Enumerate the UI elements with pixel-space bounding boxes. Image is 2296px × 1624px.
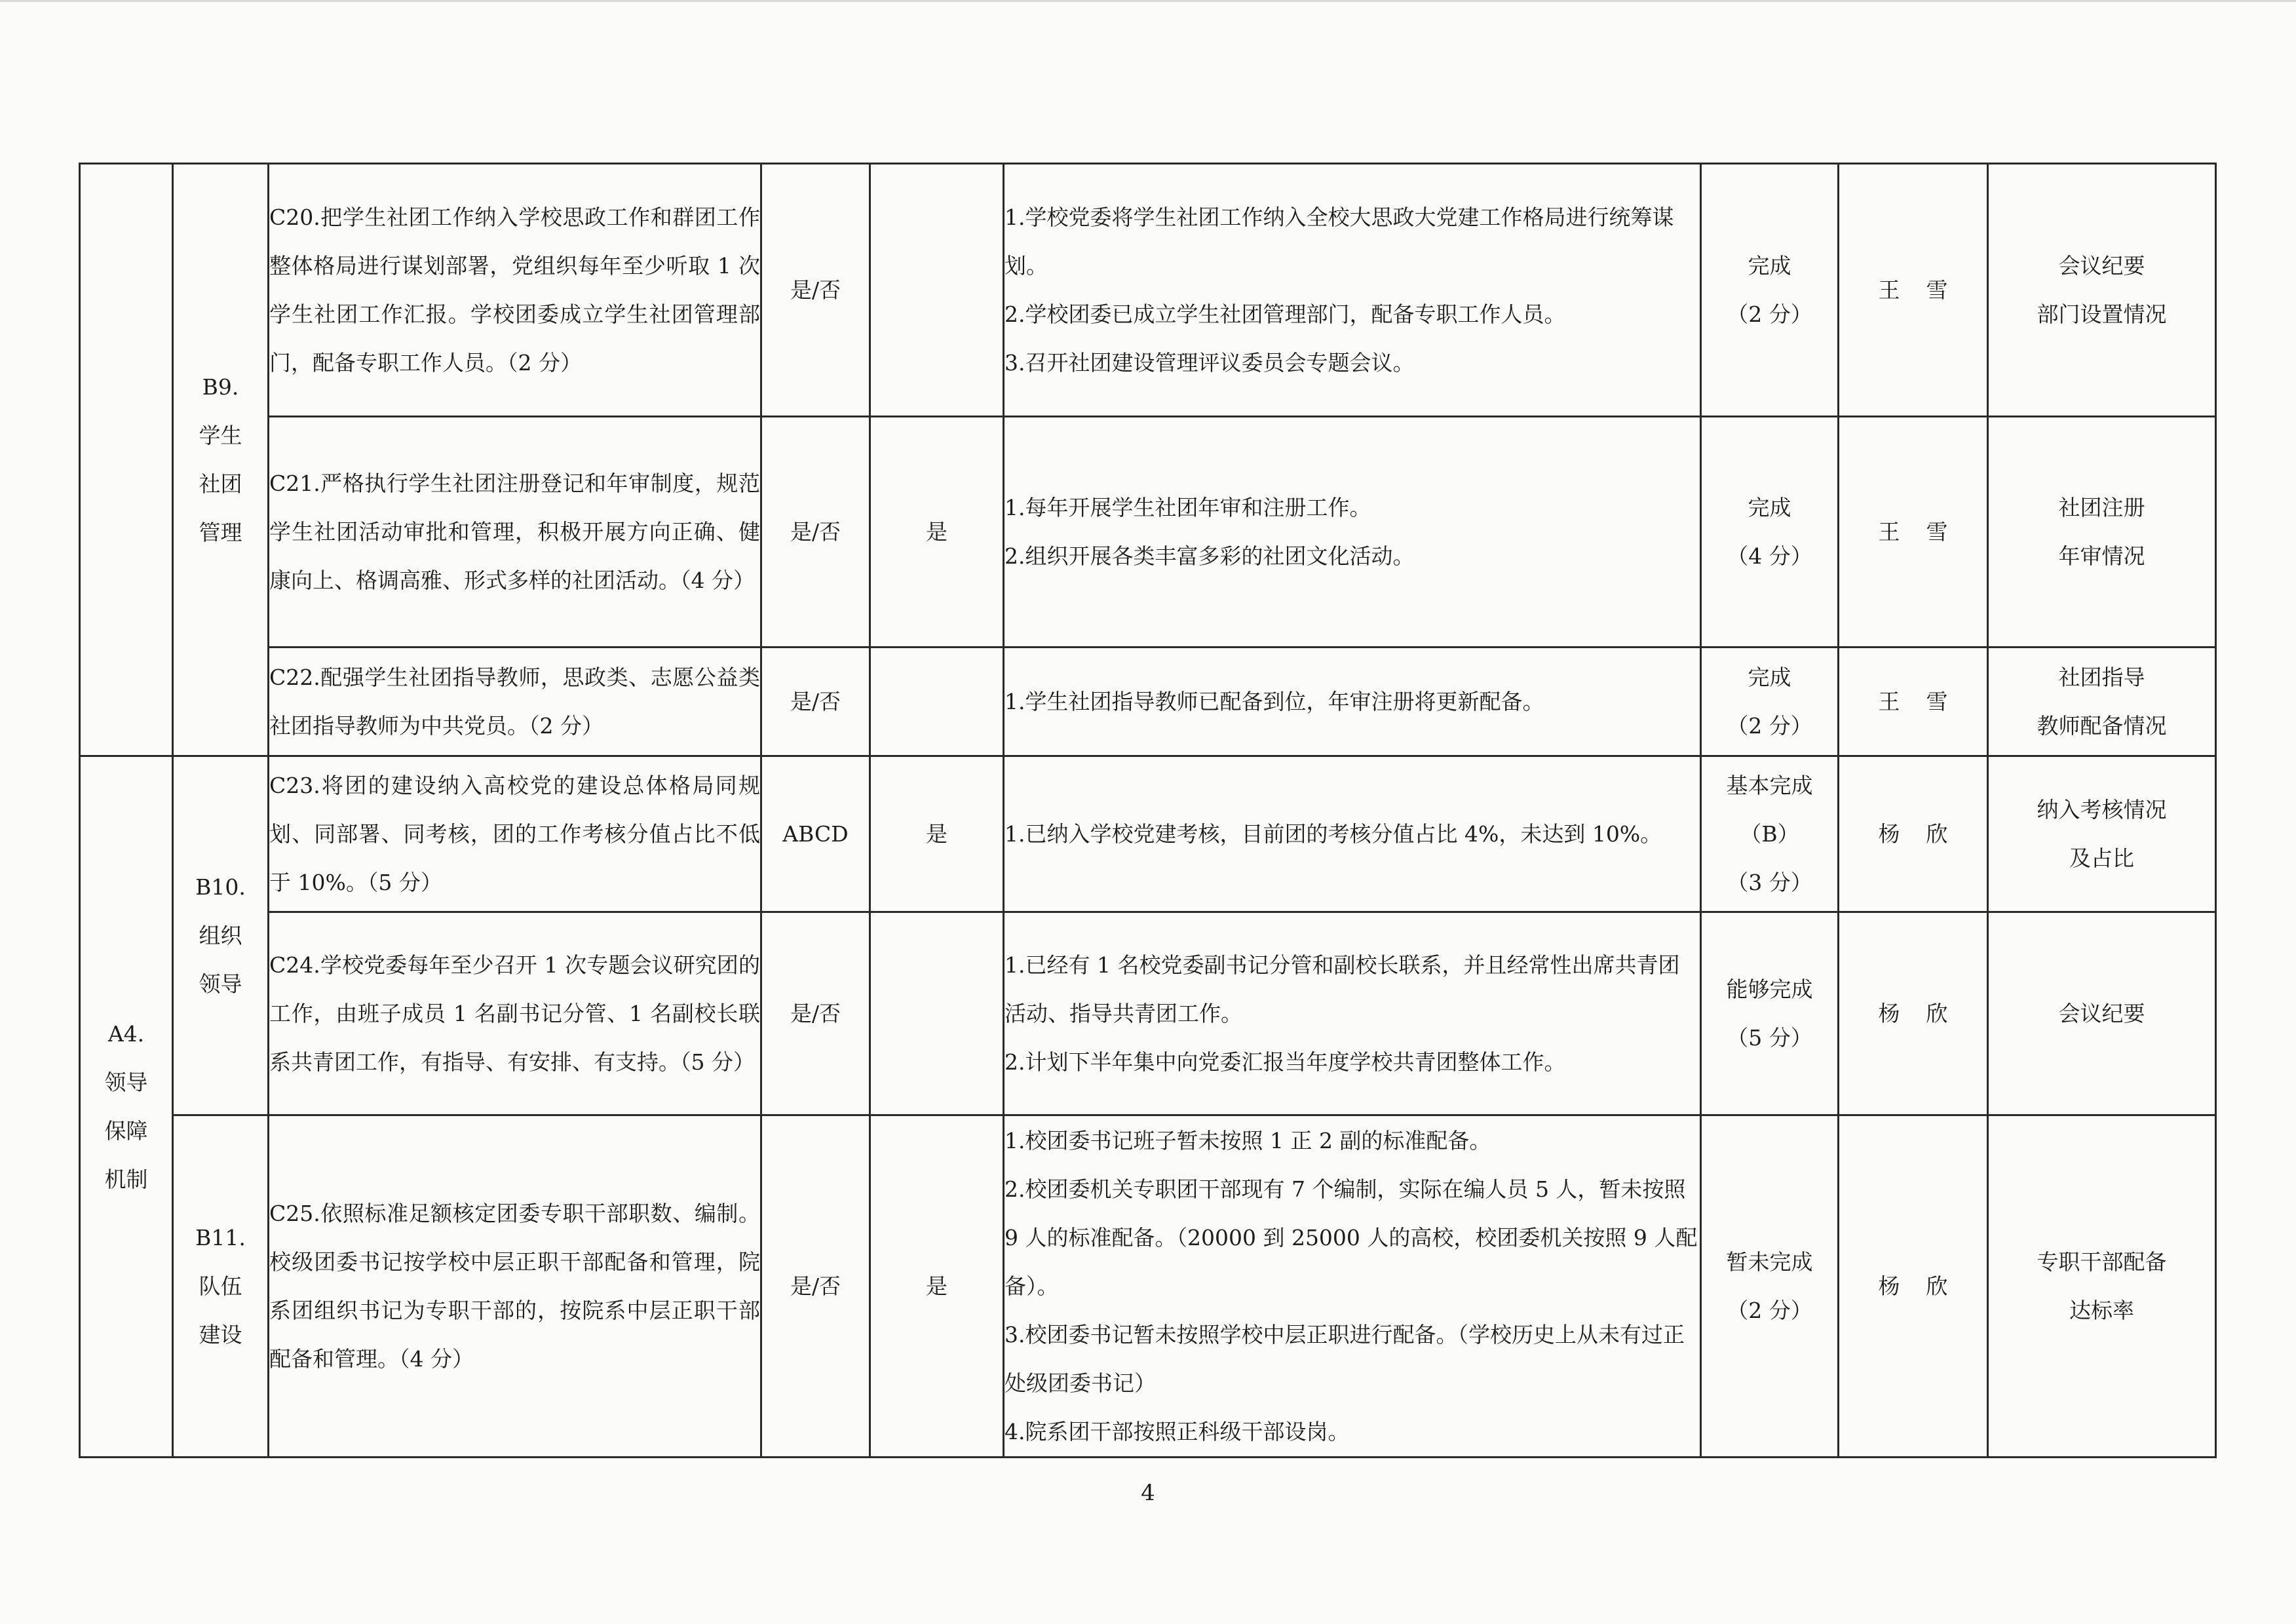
person-name: 王雪: [1878, 518, 1974, 545]
situation-item: 2.校团委机关专职团干部现有 7 个编制，实际在编人员 5 人，暂未按照 9 人的标准配备。（20000 到 25000 人的高校，校团委机关按照 9 人配备）。: [1004, 1176, 1698, 1299]
flag-cell: [870, 912, 1004, 1115]
requirement-cell: C22.配强学生社团指导教师，思政类、志愿公益类社团指导教师为中共党员。（2 分）: [269, 648, 761, 756]
table-row: [80, 417, 2216, 648]
situation-cell: [1004, 164, 1701, 417]
person-cell: [1839, 164, 1988, 417]
b11-cell: [173, 1115, 269, 1458]
flag-cell: 是: [870, 1115, 1004, 1458]
requirement-cell: C25.依照标准足额核定团委专职干部职数、编制。校级团委书记按学校中层正职干部配备和管理，院系团组织书记为专职干部的，按院系中层正职干部配备和管理。（4 分）: [269, 1115, 761, 1458]
situation-cell: [1004, 417, 1701, 648]
requirement-cell: C21.严格执行学生社团注册登记和年审制度，规范学生社团活动审批和管理，积极开展方向正确、健康向上、格调高雅、形式多样的社团活动。（4 分）: [269, 417, 761, 648]
result-text: 完成: [1748, 494, 1791, 520]
b9-cell: [173, 164, 269, 756]
material-item: 部门设置情况: [2037, 301, 2167, 327]
material-cell: [1988, 1115, 2216, 1458]
b10-text-1: 组织: [199, 922, 242, 948]
material-item: 及占比: [2069, 845, 2134, 871]
result-text: 基本完成: [1726, 772, 1813, 798]
result-grade: （B）: [1740, 821, 1799, 847]
situation-item: 3.校团委书记暂未按照学校中层正职进行配备。（学校历史上从未有过正处级团委书记）: [1004, 1321, 1685, 1396]
result-cell: [1701, 648, 1839, 756]
a4-text-2: 保障: [104, 1117, 148, 1144]
material-item: 会议纪要: [2058, 252, 2145, 279]
person-name: 杨欣: [1878, 821, 1974, 847]
situation-item: 1.已经有 1 名校党委副书记分管和副校长联系，并且经常性出席共青团活动、指导共青团工作。: [1004, 952, 1680, 1026]
table-row: [80, 1115, 2216, 1458]
material-item: 达标率: [2069, 1297, 2134, 1323]
table-row: [80, 648, 2216, 756]
table-row: [80, 756, 2216, 912]
material-cell: [1988, 417, 2216, 648]
person-cell: [1839, 1115, 1988, 1458]
judge-cell: 是/否: [761, 912, 870, 1115]
situation-item: 1.学生社团指导教师已配备到位，年审注册将更新配备。: [1004, 688, 1544, 714]
material-item: 社团指导: [2058, 664, 2145, 690]
b10-text-2: 领导: [199, 971, 242, 997]
person-name: 王雪: [1878, 277, 1974, 303]
material-cell: [1988, 756, 2216, 912]
b10-cell: [173, 756, 269, 1115]
b9-text-2: 社团: [199, 471, 242, 497]
result-text: 暂未完成: [1726, 1248, 1813, 1275]
result-text: 能够完成: [1726, 976, 1813, 1002]
situation-cell: [1004, 912, 1701, 1115]
person-name: 杨欣: [1878, 1273, 1974, 1299]
flag-cell: [870, 648, 1004, 756]
situation-item: 2.学校团委已成立学生社团管理部门，配备专职工作人员。: [1004, 301, 1566, 327]
result-cell: [1701, 756, 1839, 912]
scan-edge: [0, 0, 2296, 2]
b11-text-1: 队伍: [199, 1273, 242, 1299]
situation-item: 3.召开社团建设管理评议委员会专题会议。: [1004, 349, 1415, 376]
material-item: 纳入考核情况: [2037, 796, 2167, 822]
material-item: 年审情况: [2058, 543, 2145, 569]
b9-text-3: 管理: [199, 519, 242, 545]
a4-cell: [80, 756, 173, 1458]
b9-text-1: 学生: [199, 422, 242, 448]
situation-item: 2.计划下半年集中向党委汇报当年度学校共青团整体工作。: [1004, 1049, 1566, 1075]
result-score: （4 分）: [1727, 543, 1812, 569]
result-score: （3 分）: [1727, 869, 1812, 895]
requirement-cell: C20.把学生社团工作纳入学校思政工作和群团工作整体格局进行谋划部署，党组织每年至少听取 1 次学生社团工作汇报。学校团委成立学生社团管理部门，配备专职工作人员。（2 分）: [269, 164, 761, 417]
b11-label: [195, 1214, 246, 1359]
table-row: [80, 164, 2216, 417]
flag-cell: 是: [870, 417, 1004, 648]
b11-text-2: 建设: [199, 1321, 242, 1347]
page-number: 4: [1141, 1480, 1155, 1506]
a4-label: [105, 1010, 148, 1204]
result-score: （2 分）: [1727, 301, 1812, 327]
judge-cell: 是/否: [761, 648, 870, 756]
situation-item: 1.校团委书记班子暂未按照 1 正 2 副的标准配备。: [1004, 1127, 1491, 1153]
person-name: 王雪: [1878, 688, 1974, 714]
situation-item: 4.院系团干部按照正科级干部设岗。: [1004, 1418, 1350, 1444]
a4-code: A4.: [107, 1020, 145, 1047]
person-name: 杨欣: [1878, 1000, 1974, 1026]
result-score: （5 分）: [1727, 1024, 1812, 1051]
person-cell: [1839, 648, 1988, 756]
material-cell: [1988, 648, 2216, 756]
requirement-cell: C24.学校党委每年至少召开 1 次专题会议研究团的工作，由班子成员 1 名副书记分管、1 名副校长联系共青团工作，有指导、有安排、有支持。（5 分）: [269, 912, 761, 1115]
result-cell: [1701, 912, 1839, 1115]
material-item: 专职干部配备: [2037, 1248, 2167, 1275]
b9-label: [199, 363, 242, 557]
result-cell: [1701, 164, 1839, 417]
result-cell: [1701, 417, 1839, 648]
requirement-cell: C23.将团的建设纳入高校党的建设总体格局同规划、同部署、同考核，团的工作考核分值占比不低于 10%。（5 分）: [269, 756, 761, 912]
result-score: （2 分）: [1727, 712, 1812, 739]
judge-cell: ABCD: [761, 756, 870, 912]
a4-cell-upper: [80, 164, 173, 756]
a4-text-1: 领导: [104, 1069, 148, 1095]
person-cell: [1839, 912, 1988, 1115]
material-cell: [1988, 164, 2216, 417]
situation-item: 2.组织开展各类丰富多彩的社团文化活动。: [1004, 543, 1415, 569]
material-cell: [1988, 912, 2216, 1115]
situation-cell: [1004, 756, 1701, 912]
flag-cell: [870, 164, 1004, 417]
material-item: 教师配备情况: [2037, 712, 2167, 739]
person-cell: [1839, 417, 1988, 648]
situation-item: 1.已纳入学校党建考核，目前团的考核分值占比 4%，未达到 10%。: [1004, 821, 1662, 847]
flag-cell: 是: [870, 756, 1004, 912]
result-text: 完成: [1748, 664, 1791, 690]
situation-item: 1.每年开展学生社团年审和注册工作。: [1004, 494, 1371, 520]
judge-cell: 是/否: [761, 417, 870, 648]
material-item: 社团注册: [2058, 494, 2145, 520]
table-row: [80, 912, 2216, 1115]
a4-text-3: 机制: [104, 1166, 148, 1192]
evaluation-table: [79, 163, 2217, 1458]
result-cell: [1701, 1115, 1839, 1458]
b11-code: B11.: [195, 1224, 246, 1250]
b10-code: B10.: [195, 874, 246, 900]
situation-item: 1.学校党委将学生社团工作纳入全校大思政大党建工作格局进行统筹谋划。: [1004, 204, 1674, 279]
result-text: 完成: [1748, 252, 1791, 279]
judge-cell: 是/否: [761, 164, 870, 417]
b10-label: [195, 863, 246, 1009]
material-item: 会议纪要: [2058, 1000, 2145, 1026]
situation-cell: [1004, 1115, 1701, 1458]
result-score: （2 分）: [1727, 1297, 1812, 1323]
b9-code: B9.: [202, 374, 239, 400]
judge-cell: 是/否: [761, 1115, 870, 1458]
situation-cell: [1004, 648, 1701, 756]
person-cell: [1839, 756, 1988, 912]
